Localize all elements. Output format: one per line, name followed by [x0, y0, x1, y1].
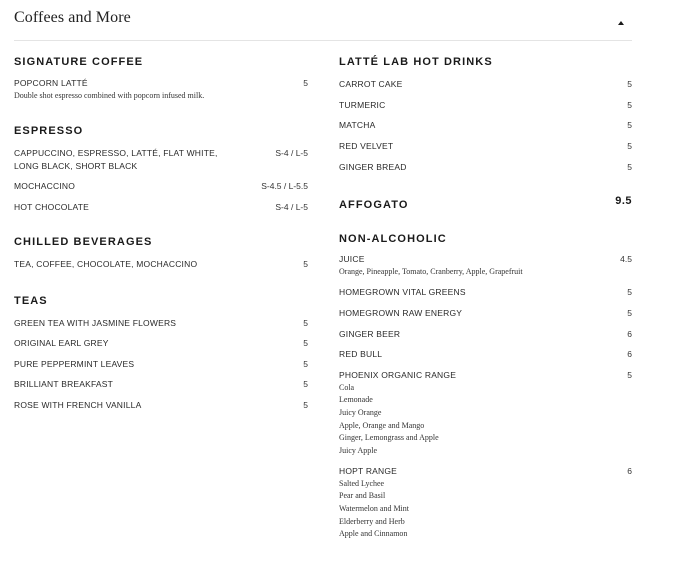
section-title: NON-ALCOHOLIC [339, 233, 447, 245]
menu-item [14, 258, 308, 271]
menu-item [339, 99, 632, 112]
item-name: GREEN TEA WITH JASMINE FLOWERS [14, 318, 177, 328]
section-chilled-beverages [14, 236, 308, 269]
item-name: ROSE WITH FRENCH VANILLA [14, 400, 142, 410]
section-title: AFFOGATO [339, 199, 409, 211]
item-name: RED BULL [339, 349, 383, 359]
item-description: Orange, Pineapple, Tomato, Cranberry, Apple, Grapefruit [339, 266, 523, 276]
item-option: Watermelon and Mint [339, 503, 410, 513]
section-teas [14, 295, 308, 410]
item-description: Double shot espresso combined with popcorn infused milk. [14, 90, 205, 100]
menu-item [339, 307, 632, 320]
section-title: SIGNATURE COFFEE [14, 56, 144, 68]
item-name: GINGER BEER [339, 329, 401, 339]
menu-item [14, 358, 308, 371]
menu-item [339, 140, 632, 153]
item-name: HOPT RANGE [339, 466, 398, 476]
triangle-up-icon [616, 19, 626, 27]
item-price: 5 [627, 141, 632, 151]
item-name: BRILLIANT BREAKFAST [14, 379, 114, 389]
item-price: 5 [627, 120, 632, 130]
item-name: JUICE [339, 254, 365, 264]
item-price: 5 [627, 100, 632, 110]
item-name: RED VELVET [339, 141, 394, 151]
section-title: CHILLED BEVERAGES [14, 236, 153, 248]
item-price: 6 [627, 466, 632, 476]
item-name: MOCHACCINO [14, 181, 76, 191]
menu-item [14, 180, 308, 193]
item-name: HOT CHOCOLATE [14, 202, 90, 212]
item-name: ORIGINAL EARL GREY [14, 338, 109, 348]
menu-item [339, 348, 632, 361]
menu-item [339, 465, 632, 541]
menu-item [339, 286, 632, 299]
item-option: Juicy Apple [339, 446, 377, 456]
item-price: 5 [627, 79, 632, 89]
menu-item [14, 77, 308, 102]
item-name: GINGER BREAD [339, 162, 407, 172]
item-name: POPCORN LATTÉ [14, 78, 88, 88]
item-name: TURMERIC [339, 100, 386, 110]
menu-header [14, 0, 632, 41]
menu-item [339, 119, 632, 132]
item-option: Juicy Orange [339, 407, 382, 417]
section-non-alcoholic [339, 233, 632, 539]
menu-item [339, 328, 632, 341]
menu-item [14, 399, 308, 412]
item-price: S-4.5 / L-5.5 [261, 181, 308, 191]
item-price: 5 [303, 400, 308, 410]
section-latte-lab [339, 56, 632, 172]
item-price: 6 [627, 329, 632, 339]
item-option: Lemonade [339, 395, 373, 405]
item-option: Ginger, Lemongrass and Apple [339, 433, 439, 443]
item-name: HOMEGROWN RAW ENERGY [339, 308, 463, 318]
item-price: 5 [303, 359, 308, 369]
menu-item [14, 147, 308, 172]
item-option: Apple and Cinnamon [339, 529, 408, 539]
item-option: Salted Lychee [339, 478, 385, 488]
item-price: 5 [627, 162, 632, 172]
item-name: HOMEGROWN VITAL GREENS [339, 287, 466, 297]
item-price: 5 [627, 287, 632, 297]
menu-item [339, 369, 632, 458]
item-option: Pear and Basil [339, 491, 386, 501]
collapse-toggle-button[interactable] [616, 19, 626, 27]
menu-item [14, 317, 308, 330]
item-price: S-4 / L-5 [275, 148, 308, 158]
item-option: Apple, Orange and Mango [339, 420, 425, 430]
item-price: S-4 / L-5 [275, 202, 308, 212]
item-price: 6 [627, 349, 632, 359]
section-title: LATTÉ LAB HOT DRINKS [339, 56, 493, 68]
menu-item [339, 253, 632, 278]
item-name: PHOENIX ORGANIC RANGE [339, 370, 457, 380]
item-price: 5 [627, 370, 632, 380]
menu-item [339, 161, 632, 174]
item-price: 5 [303, 259, 308, 269]
page-title: Coffees and More [14, 9, 131, 26]
menu-item [14, 201, 308, 214]
section-signature-coffee [14, 56, 308, 100]
item-price: 5 [303, 338, 308, 348]
item-name: MATCHA [339, 120, 376, 130]
menu-item [14, 337, 308, 350]
menu-item [339, 78, 632, 91]
item-name: CAPPUCCINO, ESPRESSO, LATTÉ, FLAT WHITE, LONG BLACK, SHORT BLACK [14, 148, 218, 171]
section-espresso [14, 125, 308, 212]
section-title: ESPRESSO [14, 125, 84, 137]
item-price: 4.5 [620, 254, 632, 264]
item-name: CARROT CAKE [339, 79, 403, 89]
item-name: PURE PEPPERMINT LEAVES [14, 359, 135, 369]
item-price: 5 [303, 318, 308, 328]
item-price: 5 [303, 78, 308, 88]
item-option: Elderberry and Herb [339, 516, 405, 526]
item-price: 5 [303, 379, 308, 389]
item-name: TEA, COFFEE, CHOCOLATE, MOCHACCINO [14, 259, 198, 269]
item-option: Cola [339, 382, 355, 392]
menu-item [14, 378, 308, 391]
section-affogato [339, 195, 632, 213]
section-title: TEAS [14, 295, 48, 307]
item-price: 9.5 [615, 195, 632, 207]
item-price: 5 [627, 308, 632, 318]
